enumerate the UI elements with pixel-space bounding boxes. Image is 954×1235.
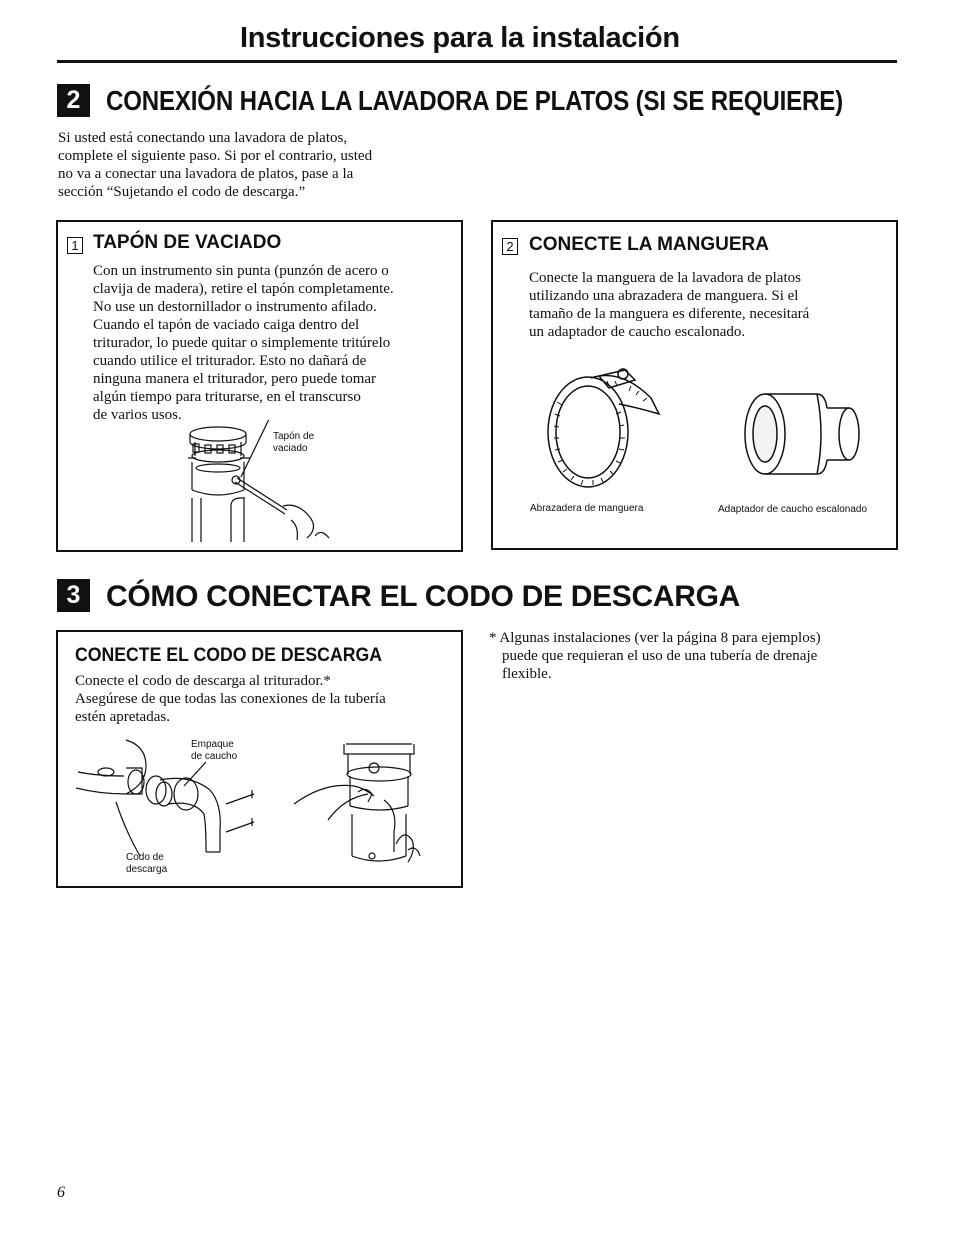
footnote-line: * Algunas instalaciones (ver la página 8 para ejemplos)	[489, 630, 821, 646]
step-2-number: 2	[502, 238, 518, 255]
callout-line: Codo de	[126, 852, 164, 863]
discharge-elbow-box	[56, 630, 463, 888]
drain-plug-box	[56, 220, 463, 552]
section-2-heading: CONEXIÓN HACIA LA LAVADORA DE PLATOS (SI SE REQUIERE)	[106, 85, 843, 116]
section-3-heading: CÓMO CONECTAR EL CODO DE DESCARGA	[106, 580, 741, 613]
drain-plug-text	[93, 262, 458, 424]
connect-hose-box	[491, 220, 898, 550]
text-line: cuando utilice el triturador. Esto no dañará de	[93, 353, 367, 369]
text-line: Con un instrumento sin punta (punzón de acero o	[93, 263, 389, 279]
footnote	[489, 629, 899, 683]
text-line: utilizando una abrazadera de manguera. Si el	[529, 288, 799, 304]
text-line: Asegúrese de que todas las conexiones de la tubería	[75, 691, 386, 707]
step-1-number: 1	[67, 237, 83, 254]
step-2-badge: 2	[57, 84, 90, 117]
step-3-badge: 3	[57, 579, 90, 612]
footnote-line: puede que requieran el uso de una tubería de drenaje	[502, 648, 818, 664]
text-line: ninguna manera el triturador, pero puede tomar	[93, 371, 377, 387]
intro-line: complete el siguiente paso. Si por el contrario, usted	[58, 148, 373, 164]
page-title: Instrucciones para la instalación	[240, 22, 680, 54]
intro-line: no va a conectar una lavadora de platos, pase a la	[58, 166, 354, 182]
connect-hose-text	[529, 269, 891, 341]
page-number: 6	[57, 1184, 65, 1201]
intro-line: Si usted está conectando una lavadora de platos,	[58, 130, 348, 146]
title-rule	[57, 60, 897, 63]
text-line: Conecte la manguera de la lavadora de platos	[529, 270, 801, 286]
text-line: de varios usos.	[93, 407, 182, 423]
text-line: algún tiempo para triturarse, en el transcurso	[93, 389, 361, 405]
connect-hose-title: CONECTE LA MANGUERA	[529, 234, 769, 255]
text-line: estén apretadas.	[75, 709, 170, 725]
clamp-caption: Abrazadera de manguera	[530, 503, 644, 514]
text-line: un adaptador de caucho escalonado.	[529, 324, 746, 340]
callout-line: vaciado	[273, 443, 308, 454]
disposer-drain-plug-illustration	[183, 420, 363, 542]
elbow-installed-illustration	[288, 740, 428, 870]
intro-line: sección “Sujetando el codo de descarga.”	[58, 184, 306, 200]
callout-line: de caucho	[191, 751, 238, 762]
text-line: tamaño de la manguera es diferente, necesitará	[529, 306, 810, 322]
adapter-caption: Adaptador de caucho escalonado	[718, 504, 868, 515]
hose-clamp-illustration	[543, 362, 663, 492]
drain-plug-title: TAPÓN DE VACIADO	[93, 232, 282, 253]
elbow-assembly-illustration	[76, 732, 266, 857]
text-line: clavija de madera), retire el tapón completamente.	[93, 281, 394, 297]
discharge-elbow-title: CONECTE EL CODO DE DESCARGA	[75, 645, 382, 666]
callout-line: Tapón de	[273, 431, 315, 442]
section-2-intro	[58, 129, 458, 201]
callout-line: Empaque	[191, 739, 234, 750]
text-line: triturador, lo puede quitar o simplemente tritúrelo	[93, 335, 391, 351]
text-line: Conecte el codo de descarga al triturador.*	[75, 673, 331, 689]
text-line: Cuando el tapón de vaciado caiga dentro del	[93, 317, 360, 333]
rubber-adapter-illustration	[743, 390, 863, 480]
text-line: No use un destornillador o instrumento afilado.	[93, 299, 377, 315]
discharge-elbow-text	[75, 672, 455, 726]
footnote-line: flexible.	[502, 666, 552, 682]
callout-line: descarga	[126, 864, 168, 875]
